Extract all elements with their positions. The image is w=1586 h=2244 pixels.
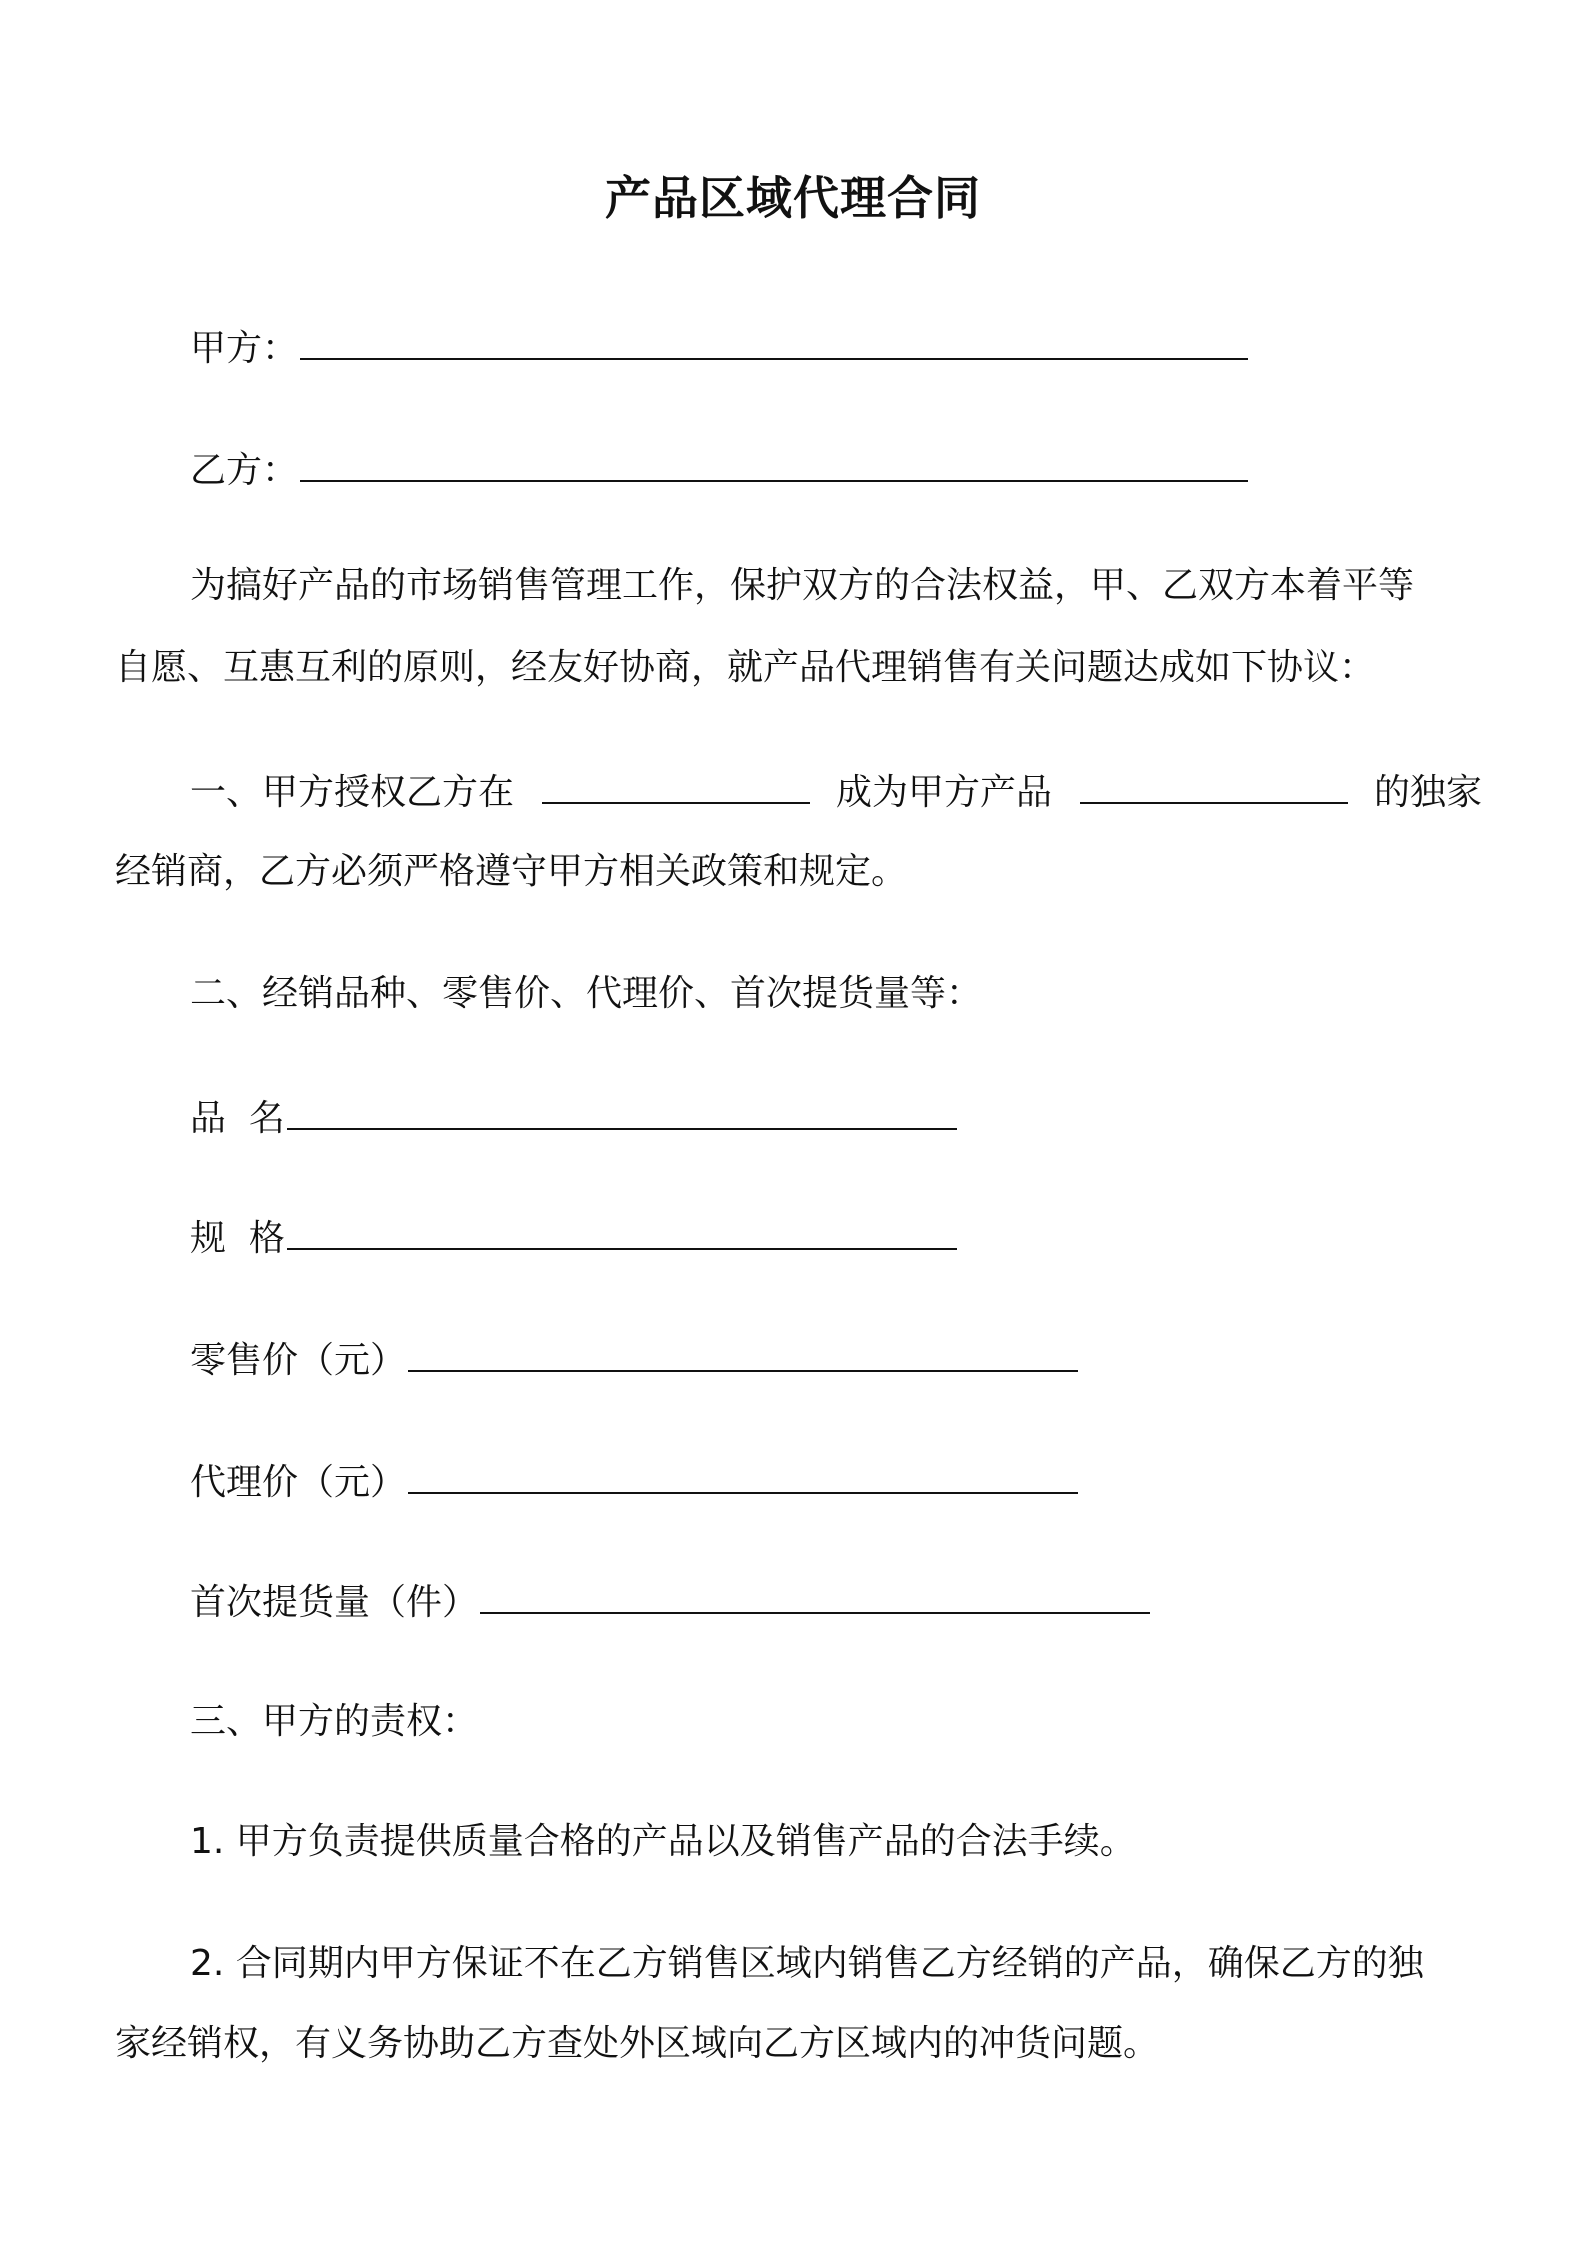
clause3-item-2-line-1: 2. 合同期内甲方保证不在乙方销售区域内销售乙方经销的产品，确保乙方的独 [190, 1943, 1424, 1984]
product-name-label: 品 名 [190, 1098, 285, 1139]
spec-line [190, 1212, 957, 1263]
retail-price-label: 零售价（元） [190, 1340, 407, 1381]
party-a-blank[interactable] [300, 322, 1248, 360]
retail-price-line [190, 1334, 1078, 1385]
intro-line-1: 为搞好产品的市场销售管理工作，保护双方的合法权益，甲、乙双方本着平等 [190, 565, 1415, 606]
first-order-line [190, 1576, 1150, 1627]
spec-blank[interactable] [287, 1212, 957, 1250]
party-a-label: 甲方： [190, 328, 299, 369]
clause3-heading: 三、甲方的责权： [190, 1701, 479, 1742]
agent-price-blank[interactable] [408, 1456, 1078, 1494]
party-a-line [190, 322, 1248, 373]
retail-price-blank[interactable] [408, 1334, 1078, 1372]
party-b-blank[interactable] [300, 444, 1248, 482]
intro-line-2: 自愿、互惠互利的原则，经友好协商，就产品代理销售有关问题达成如下协议： [115, 647, 1376, 688]
clause1-text-part2: 成为甲方产品 [836, 772, 1053, 813]
clause1-region-blank[interactable] [542, 766, 810, 804]
first-order-label: 首次提货量（件） [190, 1582, 479, 1623]
clause1-text-part1: 一、甲方授权乙方在 [190, 772, 515, 813]
clause1-line-1 [190, 766, 1482, 817]
agent-price-label: 代理价（元） [190, 1462, 407, 1503]
clause3-item-2-line-2: 家经销权，有义务协助乙方查处外区域向乙方区域内的冲货问题。 [115, 2023, 1160, 2064]
product-name-line [190, 1092, 957, 1143]
first-order-blank[interactable] [480, 1576, 1150, 1614]
document-title: 产品区域代理合同 [605, 171, 981, 225]
party-b-label: 乙方： [190, 450, 299, 491]
clause2-heading: 二、经销品种、零售价、代理价、首次提货量等： [190, 973, 983, 1014]
clause1-product-blank[interactable] [1080, 766, 1348, 804]
product-name-blank[interactable] [287, 1092, 957, 1130]
clause1-text-part3: 的独家 [1374, 772, 1483, 813]
spec-label: 规 格 [190, 1218, 285, 1259]
agent-price-line [190, 1456, 1078, 1507]
clause3-item-1: 1. 甲方负责提供质量合格的产品以及销售产品的合法手续。 [190, 1821, 1136, 1862]
party-b-line [190, 444, 1248, 495]
clause1-line-2: 经销商，乙方必须严格遵守甲方相关政策和规定。 [115, 851, 908, 892]
